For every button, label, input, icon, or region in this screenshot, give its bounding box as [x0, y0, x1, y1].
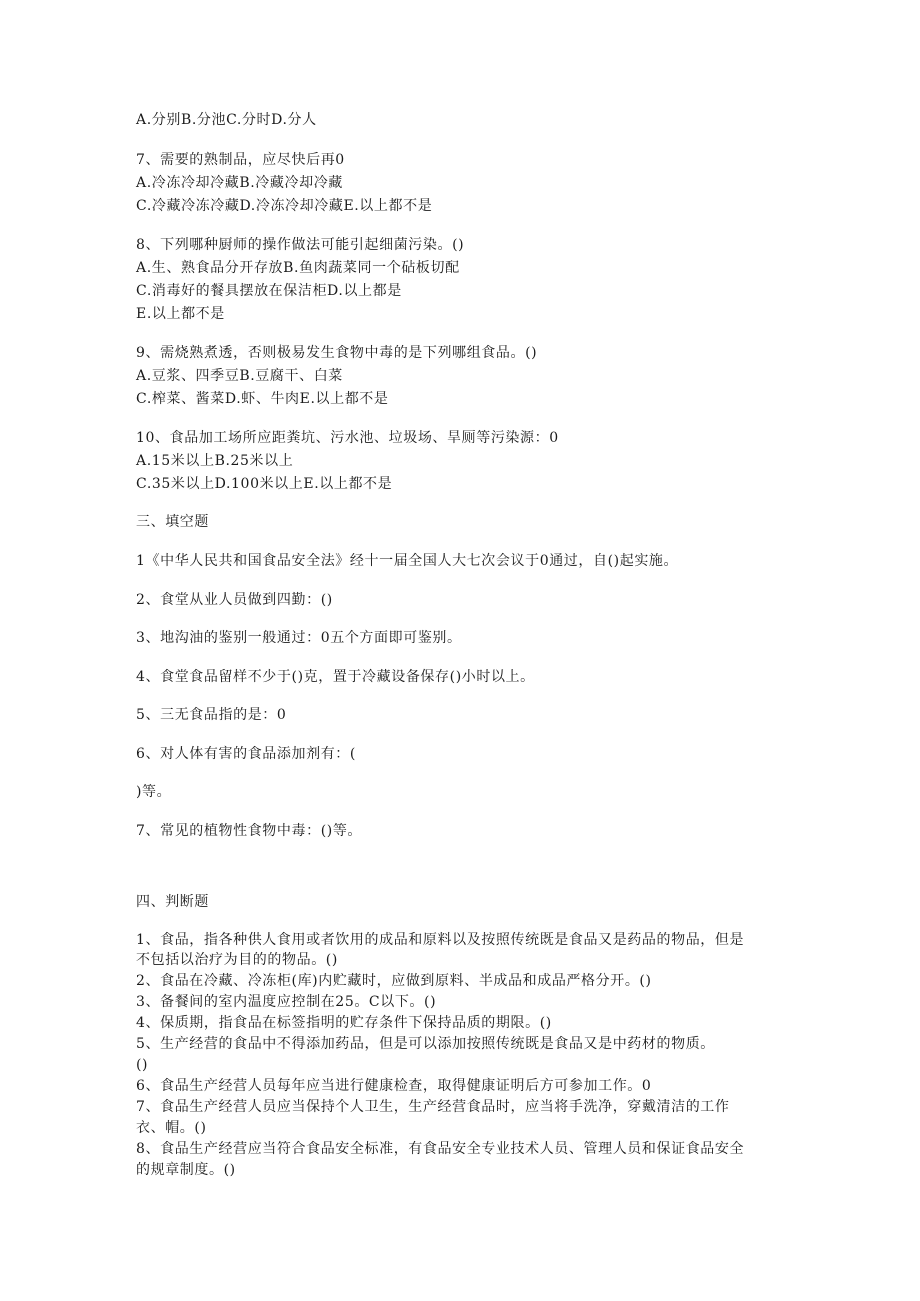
judge-q3: 3、备餐间的室内温度应控制在25。C以下。() [136, 994, 437, 1010]
q8-options-2: C.消毒好的餐具摆放在保洁柜D.以上都是 [136, 283, 402, 299]
q9-stem: 9、需烧熟煮透，否则极易发生食物中毒的是下列哪组食品。() [136, 345, 538, 361]
q10-stem: 10、食品加工场所应距粪坑、污水池、垃圾场、旱厕等污染源：0 [136, 430, 559, 446]
fill-q7: 7、常见的植物性食物中毒：()等。 [136, 823, 363, 839]
q8-options-3: E.以上都不是 [136, 306, 225, 322]
q6-options: A.分别B.分池C.分时D.分人 [136, 112, 317, 128]
judge-q1-line2: 不包括以治疗为目的的物品。() [136, 952, 338, 968]
fill-q6-line1: 6、对人体有害的食品添加剂有：( [136, 746, 356, 762]
judge-heading: 四、判断题 [136, 894, 209, 910]
judge-q4: 4、保质期，指食品在标签指明的贮存条件下保持品质的期限。() [136, 1015, 552, 1031]
fill-q1: 1《中华人民共和国食品安全法》经十一届全国人大七次会议于0通过，自()起实施。 [136, 553, 679, 569]
judge-q1-line1: 1、食品，指各种供人食用或者饮用的成品和原料以及按照传统既是食品又是药品的物品，但是 [136, 932, 745, 948]
fill-q2: 2、食堂从业人员做到四勤：() [136, 592, 333, 608]
q9-options-1: A.豆浆、四季豆B.豆腐干、白菜 [136, 368, 343, 384]
q8-options-1: A.生、熟食品分开存放B.鱼肉蔬菜同一个砧板切配 [136, 260, 460, 276]
q7-stem: 7、需要的熟制品，应尽快后再0 [136, 152, 345, 168]
fill-heading: 三、填空题 [136, 514, 209, 530]
judge-q2: 2、食品在冷藏、冷冻柜(库)内贮藏时，应做到原料、半成品和成品严格分开。() [136, 973, 652, 989]
q8-stem: 8、下列哪种厨师的操作做法可能引起细菌污染。() [136, 237, 465, 253]
judge-q5-line1: 5、生产经营的食品中不得添加药品，但是可以添加按照传统既是食品又是中药材的物质。 [136, 1036, 715, 1052]
judge-q5-line2: () [136, 1057, 149, 1073]
fill-q5: 5、三无食品指的是：0 [136, 707, 287, 723]
judge-q8-line1: 8、食品生产经营应当符合食品安全标准，有食品安全专业技术人员、管理人员和保证食品安全 [136, 1141, 745, 1157]
judge-q8-line2: 的规章制度。() [136, 1162, 236, 1178]
judge-q6: 6、食品生产经营人员每年应当进行健康检查，取得健康证明后方可参加工作。0 [136, 1078, 652, 1094]
fill-q4: 4、食堂食品留样不少于()克，置于冷藏设备保存()小时以上。 [136, 669, 535, 685]
fill-q6-line2: )等。 [136, 784, 172, 800]
judge-q7-line1: 7、食品生产经营人员应当保持个人卫生，生产经营食品时，应当将手洗净，穿戴清洁的工作 [136, 1099, 730, 1115]
judge-q7-line2: 衣、帽。() [136, 1120, 207, 1136]
q7-options-2: C.冷藏冷冻冷藏D.冷冻冷却冷藏E.以上都不是 [136, 198, 433, 214]
q10-options-2: C.35米以上D.100米以上E.以上都不是 [136, 476, 393, 492]
q7-options-1: A.冷冻冷却冷藏B.冷藏冷却冷藏 [136, 175, 343, 191]
fill-q3: 3、地沟油的鉴别一般通过：0五个方面即可鉴别。 [136, 630, 462, 646]
q9-options-2: C.榨菜、酱菜D.虾、牛肉E.以上都不是 [136, 391, 389, 407]
q10-options-1: A.15米以上B.25米以上 [136, 453, 294, 469]
